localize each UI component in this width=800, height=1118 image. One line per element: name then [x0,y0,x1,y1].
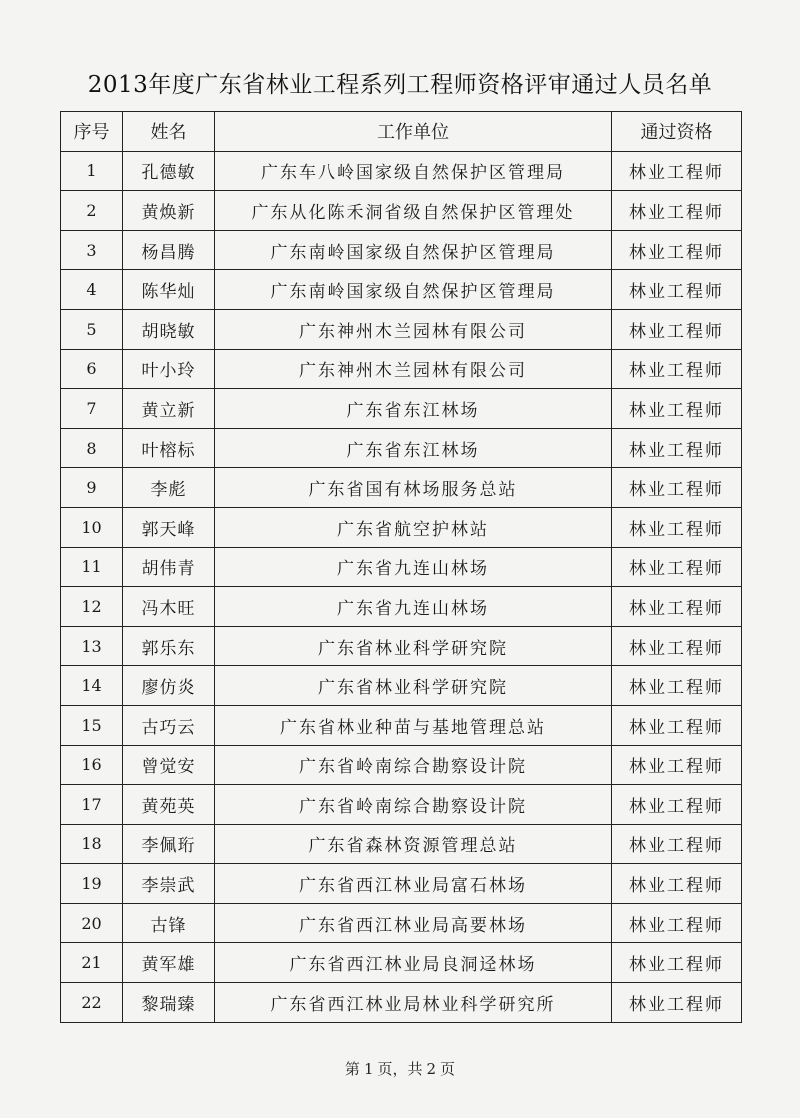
table-row [61,864,742,904]
cell-org: 广东省西江林业局高要林场 [215,903,612,943]
cell-qual: 林业工程师 [612,230,742,270]
cell-seq: 6 [61,349,123,389]
cell-seq: 7 [61,389,123,429]
cell-org: 广东南岭国家级自然保护区管理局 [215,230,612,270]
cell-qual: 林业工程师 [612,507,742,547]
cell-qual: 林业工程师 [612,903,742,943]
cell-qual: 林业工程师 [612,428,742,468]
cell-name: 曾觉安 [123,745,215,785]
cell-org: 广东省林业科学研究院 [215,666,612,706]
cell-org: 广东省东江林场 [215,389,612,429]
cell-name: 孔德敏 [123,151,215,191]
cell-name: 古巧云 [123,705,215,745]
cell-org: 广东神州木兰园林有限公司 [215,309,612,349]
cell-org: 广东省西江林业局富石林场 [215,864,612,904]
table-row [61,230,742,270]
cell-org: 广东省西江林业局良洞迳林场 [215,943,612,983]
cell-seq: 3 [61,230,123,270]
header-seq: 序号 [61,112,123,152]
cell-seq: 20 [61,903,123,943]
cell-qual: 林业工程师 [612,983,742,1023]
table-header-row [61,112,742,152]
table-row [61,983,742,1023]
cell-qual: 林业工程师 [612,349,742,389]
table-row [61,428,742,468]
footer-current-page: 1 [363,1060,374,1078]
table-row [61,705,742,745]
table-row [61,785,742,825]
cell-qual: 林业工程师 [612,666,742,706]
cell-name: 郭乐东 [123,626,215,666]
cell-name: 黄军雄 [123,943,215,983]
table-row [61,666,742,706]
cell-name: 李崇武 [123,864,215,904]
table-row [61,468,742,508]
cell-org: 广东省林业种苗与基地管理总站 [215,705,612,745]
cell-qual: 林业工程师 [612,151,742,191]
cell-name: 黎瑞臻 [123,983,215,1023]
table-row [61,309,742,349]
cell-seq: 18 [61,824,123,864]
cell-qual: 林业工程师 [612,270,742,310]
cell-seq: 19 [61,864,123,904]
cell-qual: 林业工程师 [612,309,742,349]
cell-name: 古锋 [123,903,215,943]
header-org: 工作单位 [215,112,612,152]
cell-name: 胡晓敏 [123,309,215,349]
cell-seq: 15 [61,705,123,745]
table-row [61,151,742,191]
cell-name: 廖仿炎 [123,666,215,706]
cell-seq: 14 [61,666,123,706]
cell-org: 广东省九连山林场 [215,547,612,587]
cell-name: 李佩珩 [123,824,215,864]
cell-qual: 林业工程师 [612,745,742,785]
cell-qual: 林业工程师 [612,943,742,983]
cell-name: 黄苑英 [123,785,215,825]
cell-name: 杨昌腾 [123,230,215,270]
cell-seq: 16 [61,745,123,785]
table-row [61,547,742,587]
footer-page-sep: 页，共 [377,1060,423,1078]
cell-org: 广东神州木兰园林有限公司 [215,349,612,389]
cell-seq: 22 [61,983,123,1023]
cell-name: 胡伟青 [123,547,215,587]
cell-name: 叶小玲 [123,349,215,389]
cell-qual: 林业工程师 [612,705,742,745]
cell-org: 广东省国有林场服务总站 [215,468,612,508]
cell-org: 广东从化陈禾洞省级自然保护区管理处 [215,191,612,231]
cell-qual: 林业工程师 [612,191,742,231]
table-row [61,626,742,666]
cell-org: 广东省航空护林站 [215,507,612,547]
footer-page-prefix: 第 [344,1060,360,1078]
cell-qual: 林业工程师 [612,824,742,864]
cell-org: 广东省岭南综合勘察设计院 [215,785,612,825]
cell-qual: 林业工程师 [612,785,742,825]
cell-qual: 林业工程师 [612,626,742,666]
cell-seq: 17 [61,785,123,825]
table-row [61,824,742,864]
table-row [61,745,742,785]
roster-table [60,111,742,1023]
cell-seq: 13 [61,626,123,666]
footer-total-pages: 2 [426,1060,437,1078]
cell-seq: 5 [61,309,123,349]
cell-name: 叶榕标 [123,428,215,468]
table-row [61,903,742,943]
cell-seq: 11 [61,547,123,587]
cell-name: 郭天峰 [123,507,215,547]
cell-qual: 林业工程师 [612,468,742,508]
table-row [61,507,742,547]
cell-qual: 林业工程师 [612,547,742,587]
cell-seq: 1 [61,151,123,191]
cell-seq: 4 [61,270,123,310]
table-row [61,587,742,627]
cell-seq: 8 [61,428,123,468]
cell-qual: 林业工程师 [612,587,742,627]
cell-qual: 林业工程师 [612,864,742,904]
cell-seq: 12 [61,587,123,627]
cell-seq: 21 [61,943,123,983]
table-body [61,151,742,1022]
cell-org: 广东省森林资源管理总站 [215,824,612,864]
header-qual: 通过资格 [612,112,742,152]
page-title: 2013年度广东省林业工程系列工程师资格评审通过人员名单 [87,72,713,98]
table-row [61,270,742,310]
cell-org: 广东车八岭国家级自然保护区管理局 [215,151,612,191]
cell-name: 李彪 [123,468,215,508]
cell-org: 广东省西江林业局林业科学研究所 [215,983,612,1023]
cell-seq: 10 [61,507,123,547]
cell-name: 冯木旺 [123,587,215,627]
cell-seq: 2 [61,191,123,231]
cell-org: 广东省岭南综合勘察设计院 [215,745,612,785]
cell-qual: 林业工程师 [612,389,742,429]
cell-name: 黄立新 [123,389,215,429]
cell-org: 广东省九连山林场 [215,587,612,627]
table-row [61,349,742,389]
table-row [61,191,742,231]
cell-seq: 9 [61,468,123,508]
table-row [61,943,742,983]
table-row [61,389,742,429]
page-footer [0,1058,800,1079]
cell-org: 广东南岭国家级自然保护区管理局 [215,270,612,310]
cell-org: 广东省林业科学研究院 [215,626,612,666]
cell-name: 黄焕新 [123,191,215,231]
cell-name: 陈华灿 [123,270,215,310]
cell-org: 广东省东江林场 [215,428,612,468]
footer-page-suffix: 页 [440,1060,456,1078]
header-name: 姓名 [123,112,215,152]
